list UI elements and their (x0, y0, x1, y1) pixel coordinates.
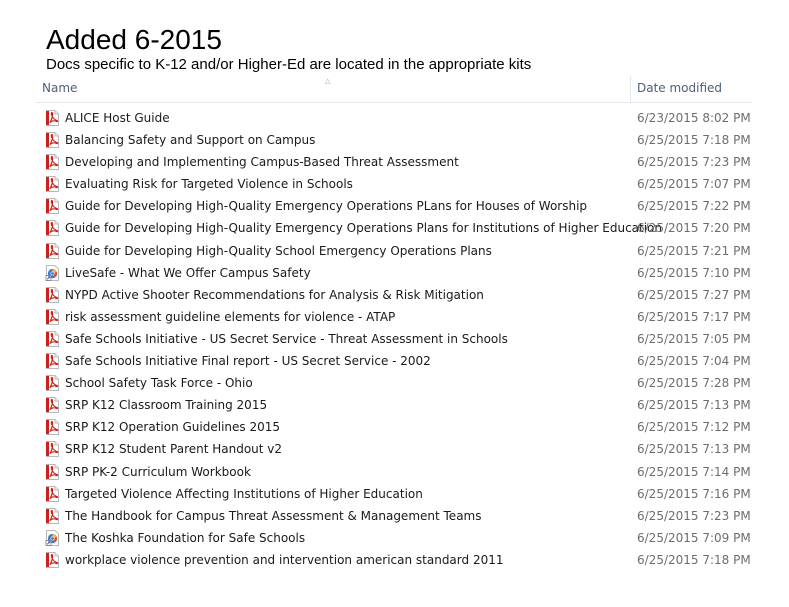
file-row[interactable] (36, 461, 752, 483)
pdf-icon (45, 397, 60, 413)
page-subtitle: Docs specific to K-12 and/or Higher-Ed are located in the appropriate kits (46, 56, 532, 73)
file-date-modified: 6/23/2015 8:02 PM (637, 111, 751, 125)
file-date-modified: 6/25/2015 7:23 PM (637, 508, 751, 523)
pdf-icon (45, 243, 60, 259)
file-row[interactable] (36, 284, 752, 306)
file-date-modified: 6/25/2015 7:12 PM (637, 420, 751, 435)
file-name[interactable]: NYPD Active Shooter Recommendations for Analysis & Risk Mitigation (65, 287, 484, 302)
pdf-icon (45, 464, 60, 480)
file-date-modified: 6/25/2015 7:22 PM (637, 199, 751, 214)
file-name[interactable]: Evaluating Risk for Targeted Violence in Schools (65, 177, 353, 192)
column-header-date-modified[interactable]: Date modified (637, 81, 723, 95)
file-row[interactable] (36, 306, 752, 328)
file-row[interactable] (36, 438, 752, 460)
file-name[interactable]: Balancing Safety and Support on Campus (65, 133, 316, 148)
pdf-icon (45, 287, 60, 303)
file-row[interactable] (36, 394, 752, 416)
pdf-icon (45, 552, 60, 568)
pdf-icon (45, 176, 60, 192)
file-name[interactable]: The Handbook for Campus Threat Assessment & Management Teams (65, 508, 482, 523)
file-name[interactable]: SRP K12 Student Parent Handout v2 (65, 442, 283, 457)
file-date-modified: 6/25/2015 7:18 PM (637, 133, 751, 148)
file-name[interactable]: risk assessment guideline elements for violence - ATAP (65, 309, 396, 324)
file-name[interactable]: SRP K12 Classroom Training 2015 (65, 398, 268, 413)
file-date-modified: 6/25/2015 7:14 PM (637, 464, 751, 479)
sort-caret-icon: △ (325, 77, 331, 85)
file-date-modified: 6/25/2015 7:28 PM (637, 376, 751, 391)
file-row[interactable] (36, 505, 752, 527)
file-name[interactable]: workplace violence prevention and intervention american standard 2011 (65, 552, 504, 567)
web-shortcut-icon (45, 530, 60, 546)
file-date-modified: 6/25/2015 7:21 PM (637, 243, 751, 258)
web-shortcut-icon (45, 265, 60, 281)
column-header-name[interactable]: Name (42, 81, 78, 95)
file-name[interactable]: Guide for Developing High-Quality Emergency Operations PLans for Houses of Worship (65, 199, 588, 214)
file-name[interactable]: Guide for Developing High-Quality Emergency Operations Plans for Institutions of Higher Education (65, 221, 663, 236)
pdf-icon (45, 110, 60, 126)
pdf-icon (45, 419, 60, 435)
pdf-icon (45, 508, 60, 524)
file-date-modified: 6/25/2015 7:10 PM (637, 265, 751, 280)
file-date-modified: 6/25/2015 7:13 PM (637, 442, 751, 457)
file-row[interactable] (36, 151, 752, 173)
file-date-modified: 6/25/2015 7:23 PM (637, 155, 751, 170)
pdf-icon (45, 220, 60, 236)
file-row[interactable] (36, 372, 752, 394)
pdf-icon (45, 198, 60, 214)
file-name[interactable]: ALICE Host Guide (65, 111, 170, 125)
file-name[interactable]: LiveSafe - What We Offer Campus Safety (65, 265, 311, 280)
file-date-modified: 6/25/2015 7:04 PM (637, 354, 751, 369)
pdf-icon (45, 353, 60, 369)
pdf-icon (45, 486, 60, 502)
file-row[interactable] (36, 217, 752, 239)
file-date-modified: 6/25/2015 7:27 PM (637, 287, 751, 302)
file-name[interactable]: Developing and Implementing Campus-Based Threat Assessment (65, 155, 459, 170)
file-name[interactable]: SRP K12 Operation Guidelines 2015 (65, 420, 280, 435)
file-row[interactable] (36, 350, 752, 372)
file-row[interactable] (36, 416, 752, 438)
file-name[interactable]: SRP PK-2 Curriculum Workbook (65, 464, 251, 479)
file-name[interactable]: Guide for Developing High-Quality School Emergency Operations Plans (65, 243, 492, 258)
file-row[interactable] (36, 549, 752, 571)
file-row[interactable] (36, 173, 752, 195)
column-divider[interactable] (630, 76, 631, 102)
file-row[interactable] (36, 262, 752, 284)
file-date-modified: 6/25/2015 7:05 PM (637, 331, 751, 346)
file-list-view (36, 76, 752, 576)
pdf-icon (45, 441, 60, 457)
file-name[interactable]: School Safety Task Force - Ohio (65, 376, 253, 391)
file-row[interactable] (36, 129, 752, 151)
file-date-modified: 6/25/2015 7:09 PM (637, 530, 751, 545)
column-header-bar (36, 76, 752, 103)
file-row[interactable] (36, 195, 752, 217)
file-name[interactable]: Targeted Violence Affecting Institutions of Higher Education (65, 486, 423, 501)
pdf-icon (45, 331, 60, 347)
pdf-icon (45, 154, 60, 170)
file-row[interactable] (36, 527, 752, 549)
file-name[interactable]: Safe Schools Initiative - US Secret Service - Threat Assessment in Schools (65, 331, 508, 346)
file-row[interactable] (36, 107, 752, 129)
file-date-modified: 6/25/2015 7:18 PM (637, 552, 751, 567)
file-row[interactable] (36, 483, 752, 505)
file-date-modified: 6/25/2015 7:16 PM (637, 486, 751, 501)
pdf-icon (45, 309, 60, 325)
file-row[interactable] (36, 240, 752, 262)
file-date-modified: 6/25/2015 7:17 PM (637, 309, 751, 324)
file-name[interactable]: Safe Schools Initiative Final report - US Secret Service - 2002 (65, 354, 431, 369)
pdf-icon (45, 375, 60, 391)
file-date-modified: 6/25/2015 7:07 PM (637, 177, 751, 192)
file-name[interactable]: The Koshka Foundation for Safe Schools (65, 530, 306, 545)
page-title: Added 6-2015 (46, 24, 222, 55)
file-rows (36, 107, 752, 571)
file-date-modified: 6/25/2015 7:13 PM (637, 398, 751, 413)
file-row[interactable] (36, 328, 752, 350)
file-date-modified: 6/25/2015 7:20 PM (637, 221, 751, 236)
pdf-icon (45, 132, 60, 148)
